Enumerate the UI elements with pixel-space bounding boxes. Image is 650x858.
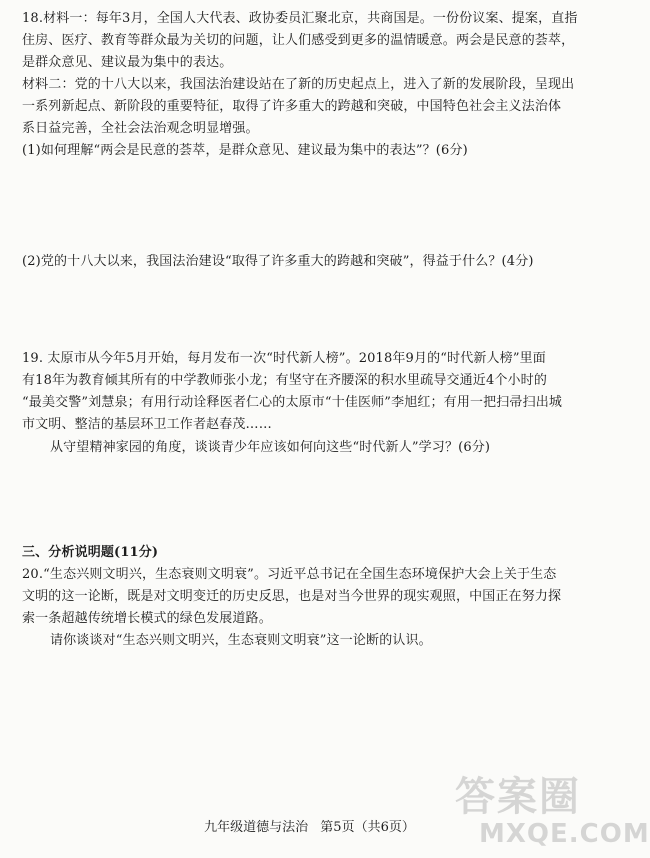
- q18-line-1: 18.材料一：每年3月，全国人大代表、政协委员汇聚北京，共商国是。一份份议案、提案，直指: [22, 11, 578, 26]
- q20-prompt: 请你谈谈对“生态兴则文明兴，生态衰则文明衰”这一论断的认识。: [50, 633, 432, 648]
- q18-line-2: 住房、医疗、教育等群众最为关切的问题，让人们感受到更多的温情暖意。两会是民意的荟萃，: [22, 33, 575, 48]
- q19-line-4: 市文明、整洁的基层环卫工作者赵春茂……: [22, 417, 272, 432]
- footer-subject: 九年级道德与法治: [204, 820, 309, 835]
- q20-line-1: 20.“生态兴则文明兴，生态衰则文明衰”。习近平总书记在全国生态环境保护大会上关于生态: [22, 567, 557, 582]
- q18-line-3: 是群众意见、建议最为集中的表达。: [22, 55, 233, 70]
- q20-line-3: 索一条超越传统增长模式的绿色发展道路。: [22, 611, 272, 626]
- q18-subquestion-1: (1)如何理解“两会是民意的荟萃，是群众意见、建议最为集中的表达”？(6分): [22, 143, 468, 158]
- q18-material2-line-1: 材料二：党的十八大以来，我国法治建设站在了新的历史起点上，进入了新的发展阶段，呈现出: [22, 77, 575, 92]
- q19-prompt: 从守望精神家园的角度，谈谈青少年应该如何向这些“时代新人”学习？(6分): [50, 440, 491, 455]
- watermark-cn: 答案圈: [455, 774, 581, 820]
- footer-page-number: 第5页（共6页）: [320, 820, 415, 835]
- q19-line-2: 有18年为教育倾其所有的中学教师张小龙；有坚守在齐腰深的积水里疏导交通近4个小时的: [22, 373, 547, 388]
- page-footer: [0, 820, 619, 836]
- q18-subquestion-2: (2)党的十八大以来，我国法治建设“取得了许多重大的跨越和突破”，得益于什么？(4分): [22, 254, 534, 269]
- watermark-logo: [451, 774, 650, 852]
- q20-line-2: 文明的这一论断，既是对文明变迁的历史反思，也是对当今世界的现实观照，中国正在努力探: [22, 589, 562, 604]
- q19-line-1: 19. 太原市从今年5月开始，每月发布一次“时代新人榜”。2018年9月的“时代新人榜”里面: [22, 351, 546, 366]
- q19-line-3: “最美交警”刘慧泉；有用行动诠释医者仁心的太原市“十佳医师”李旭红；有用一把扫帚扫出城: [22, 395, 563, 410]
- q18-material2-line-3: 系日益完善，全社会法治观念明显增强。: [22, 121, 259, 136]
- q18-material2-line-2: 一系列新起点、新阶段的重要特征，取得了许多重大的跨越和突破，中国特色社会主义法治体: [22, 99, 562, 114]
- watermark-en: MXQE.COM: [479, 819, 650, 849]
- section-3-heading: 三、分析说明题(11分): [22, 545, 159, 560]
